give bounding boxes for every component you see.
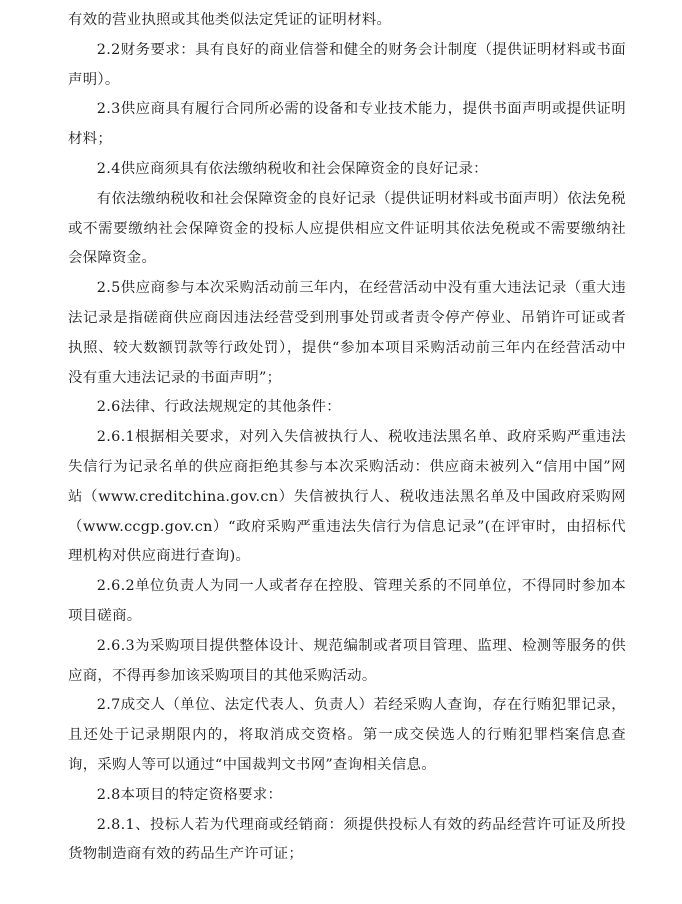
paragraph-license-continuation: 有效的营业执照或其他类似法定凭证的证明材料。 bbox=[68, 12, 392, 28]
paragraph-2-6-3-design-service: 2.6.3为采购项目提供整体设计、规范编制或者项目管理、监理、检测等服务的供应商，不得再参加该采购项目的其他采购活动。 bbox=[68, 637, 626, 684]
paragraph-2-3-equipment: 2.3供应商具有履行合同所必需的设备和专业技术能力，提供书面声明或提供证明材料； bbox=[68, 101, 626, 148]
paragraph-2-6-2-same-owner: 2.6.2单位负责人为同一人或者存在控股、管理关系的不同单位，不得同时参加本项目磋商。 bbox=[68, 578, 626, 624]
paragraph-2-8-specific-requirements: 2.8本项目的特定资格要求： bbox=[96, 786, 283, 803]
paragraph-2-6-other-conditions: 2.6法律、行政法规规定的其他条件： bbox=[96, 399, 341, 416]
paragraph-2-5-no-violation: 2.5供应商参与本次采购活动前三年内，在经营活动中没有重大违法记录（重大违法记录是指磋商供应商因违法经营受到刑事处罚或者责令停产停业、吊销许可证或者执照、较大数额罚款等行政处罚），提供“参加本项目采购活动前三年内在经营活动中没有重大违法记录的书面声明”； bbox=[68, 280, 626, 386]
paragraph-2-6-1-credit: 2.6.1根据相关要求，对列入失信被执行人、税收违法黑名单、政府采购严重违法失信行为记录名单的供应商拒绝其参与本次采购活动：供应商未被列入“信用中国”网站（www.creditchina.gov.cn）失信被执行人、税收违法黑名单及中国政府采购网（www.ccgp.gov.cn）“政府采购严重违法失信行为信息记录”(在评审时，由招标代理机构对供应商进行查询)。 bbox=[68, 429, 626, 565]
paragraph-2-8-1-agent-license: 2.8.1、投标人若为代理商或经销商：须提供投标人有效的药品经营许可证及所投货物制造商有效的药品生产许可证； bbox=[68, 816, 626, 863]
paragraph-2-7-bribery-record: 2.7成交人（单位、法定代表人、负责人）若经采购人查询，存在行贿犯罪记录，且还处于记录期限内的，将取消成交资格。第一成交侯选人的行贿犯罪档案信息查询，采购人等可以通过“中国裁判文书网”查询相关信息。 bbox=[68, 697, 626, 773]
paragraph-2-4-tax: 2.4供应商须具有依法缴纳税收和社会保障资金的良好记录： bbox=[96, 160, 488, 177]
paragraph-2-4-detail: 有依法缴纳税收和社会保障资金的良好记录（提供证明材料或书面声明）依法免税或不需要缴纳社会保障资金的投标人应提供相应文件证明其依法免税或不需要缴纳社会保障资金。 bbox=[68, 190, 626, 267]
paragraph-2-2-financial: 2.2财务要求：具有良好的商业信誉和健全的财务会计制度（提供证明材料或书面声明）。 bbox=[68, 41, 626, 88]
